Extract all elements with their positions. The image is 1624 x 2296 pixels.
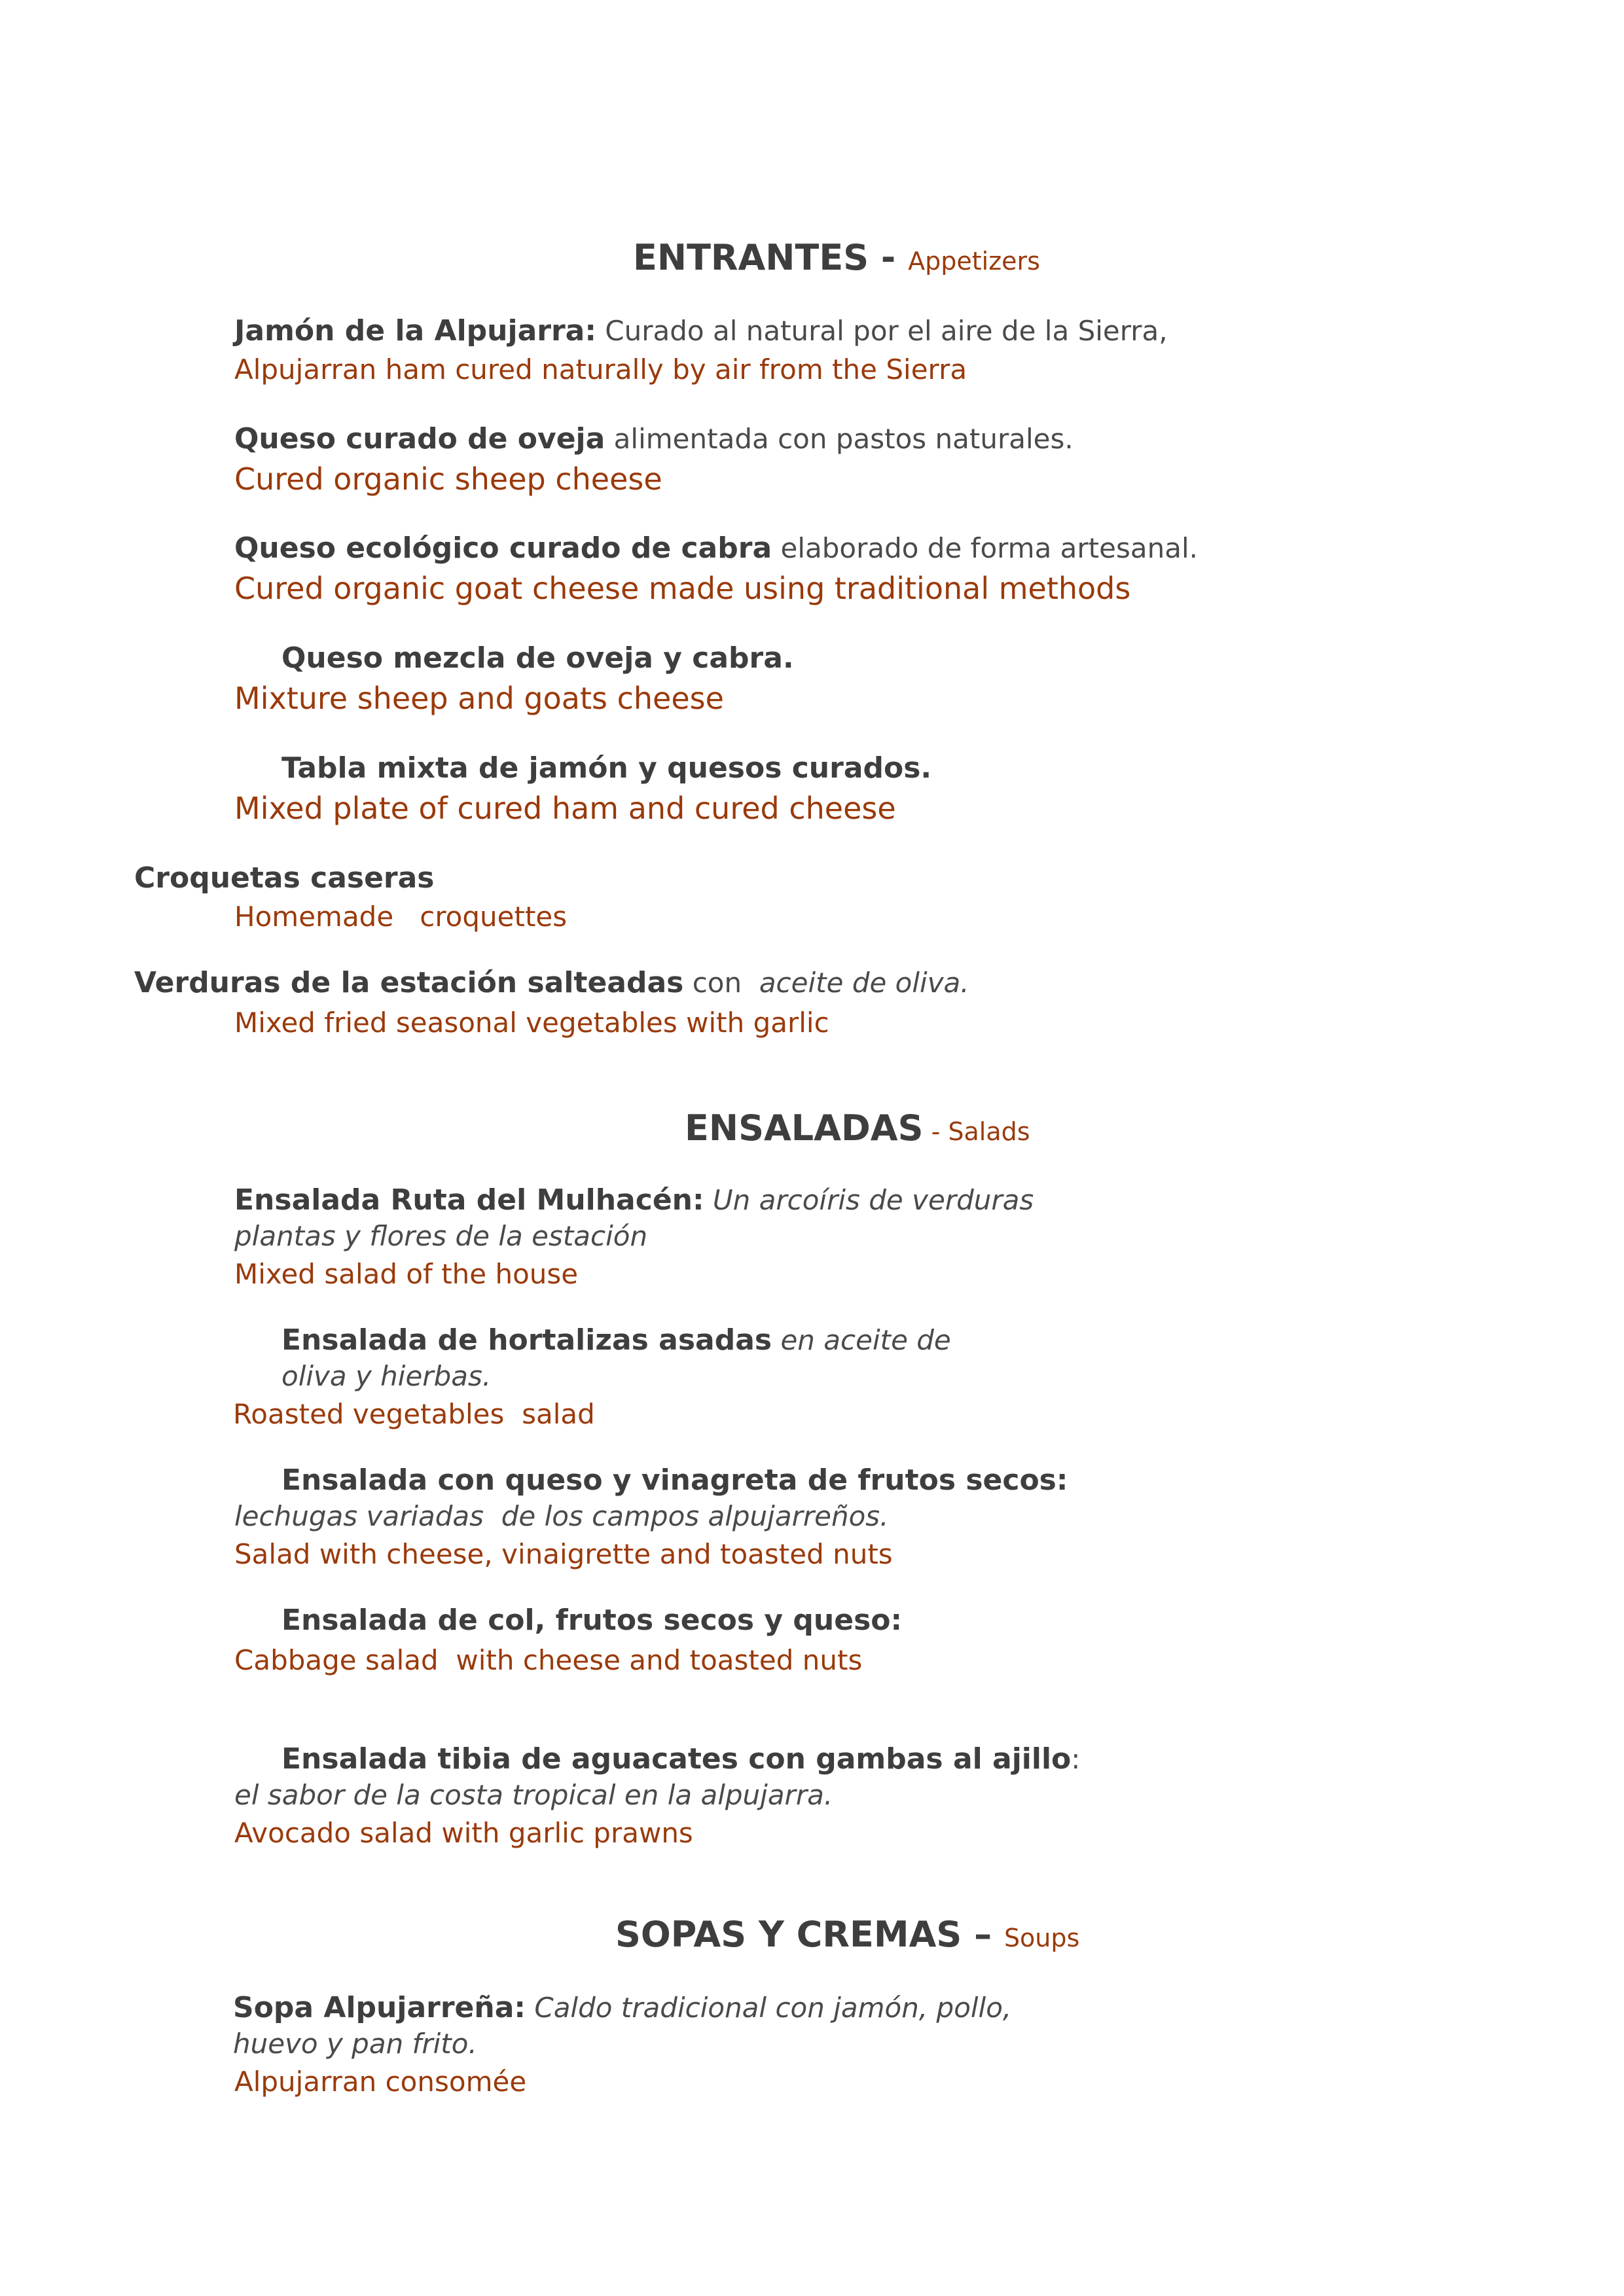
item-description-italic: Caldo tradicional con jamón, pollo, bbox=[526, 1992, 1012, 2024]
item-english: Cured organic sheep cheese bbox=[234, 461, 662, 497]
item-name: Queso ecológico curado de cabra bbox=[234, 531, 772, 565]
item-description-italic: aceite de oliva. bbox=[750, 967, 969, 999]
item-description: elaborado de forma artesanal. bbox=[772, 532, 1198, 564]
item-description-italic: el sabor de la costa tropical en la alpujarra. bbox=[234, 1779, 833, 1811]
section-separator: - bbox=[869, 237, 909, 278]
section-heading-ensaladas bbox=[685, 1107, 1030, 1149]
item-description-italic: lechugas variadas de los campos alpujarreños. bbox=[234, 1500, 889, 1532]
item-description-italic: huevo y pan frito. bbox=[233, 2028, 477, 2060]
item-description-italic: Un arcoíris de verduras bbox=[704, 1184, 1034, 1216]
item-name: Queso curado de oveja bbox=[234, 422, 605, 456]
item-name: Queso mezcla de oveja y cabra. bbox=[281, 641, 794, 675]
item-english: Roasted vegetables salad bbox=[233, 1398, 595, 1430]
section-title: ENTRANTES bbox=[633, 237, 869, 278]
menu-item-queso-cabra bbox=[234, 531, 1198, 565]
item-english: Mixture sheep and goats cheese bbox=[234, 681, 724, 716]
item-name: Croquetas caseras bbox=[134, 861, 435, 895]
item-english: Cabbage salad with cheese and toasted nuts bbox=[234, 1644, 863, 1676]
section-heading-sopas bbox=[615, 1914, 1079, 1955]
item-english: Avocado salad with garlic prawns bbox=[234, 1817, 693, 1849]
item-description: Curado al natural por el aire de la Sierra, bbox=[596, 315, 1168, 347]
item-english: Salad with cheese, vinaigrette and toasted nuts bbox=[234, 1538, 893, 1570]
section-separator: - bbox=[923, 1117, 948, 1146]
item-english: Mixed fried seasonal vegetables with garlic bbox=[234, 1007, 829, 1039]
item-description-italic: plantas y flores de la estación bbox=[234, 1220, 648, 1252]
item-english: Mixed plate of cured ham and cured cheese bbox=[234, 791, 896, 826]
section-title: ENSALADAS bbox=[685, 1107, 924, 1149]
item-name: Ensalada de col, frutos secos y queso: bbox=[281, 1604, 903, 1637]
menu-item-verduras bbox=[134, 966, 969, 999]
item-name: Jamón de la Alpujarra: bbox=[234, 314, 596, 348]
section-subtitle: Appetizers bbox=[908, 247, 1040, 276]
menu-item-ensalada-aguacates bbox=[281, 1742, 1080, 1776]
item-description: alimentada con pastos naturales. bbox=[605, 423, 1074, 455]
section-heading-entrantes bbox=[633, 237, 1040, 278]
item-name: Ensalada Ruta del Mulhacén: bbox=[234, 1183, 704, 1217]
item-name-suffix: : bbox=[1071, 1743, 1081, 1775]
menu-item-ensalada-mulhacen bbox=[234, 1183, 1034, 1217]
section-subtitle: Salads bbox=[948, 1117, 1030, 1146]
item-english: Homemade croquettes bbox=[234, 901, 568, 933]
section-title: SOPAS Y CREMAS bbox=[615, 1914, 962, 1955]
section-separator: – bbox=[962, 1914, 1004, 1955]
item-name: Tabla mixta de jamón y quesos curados. bbox=[281, 751, 932, 785]
item-name: Verduras de la estación salteadas bbox=[134, 966, 684, 999]
item-english: Mixed salad of the house bbox=[234, 1258, 579, 1290]
menu-item-ensalada-hortalizas bbox=[281, 1323, 951, 1357]
menu-item-sopa-alpujarrena bbox=[233, 1991, 1011, 2024]
item-name: Ensalada con queso y vinagreta de frutos secos: bbox=[281, 1463, 1068, 1497]
item-name: Sopa Alpujarreña: bbox=[233, 1991, 526, 2024]
item-description-italic: en aceite de bbox=[772, 1324, 951, 1356]
item-description: con bbox=[683, 967, 751, 999]
item-english: Alpujarran consomée bbox=[234, 2066, 527, 2098]
item-name: Ensalada tibia de aguacates con gambas al ajillo bbox=[281, 1742, 1072, 1776]
section-subtitle: Soups bbox=[1003, 1924, 1080, 1952]
item-name: Ensalada de hortalizas asadas bbox=[281, 1323, 772, 1357]
item-english: Alpujarran ham cured naturally by air from the Sierra bbox=[234, 353, 967, 386]
menu-item-queso-oveja bbox=[234, 422, 1074, 456]
item-description-italic: oliva y hierbas. bbox=[281, 1360, 492, 1392]
menu-item-jamon bbox=[234, 314, 1168, 348]
item-english: Cured organic goat cheese made using traditional methods bbox=[234, 571, 1131, 606]
